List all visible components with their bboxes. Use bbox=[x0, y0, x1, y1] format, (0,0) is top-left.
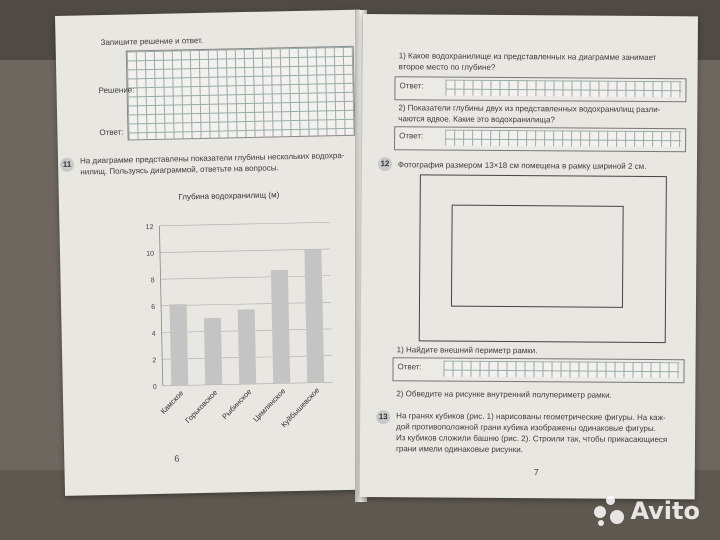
task-text-line1: На диаграмме представлены показатели глубины нескольких водохра- bbox=[79, 150, 345, 166]
x-tick-label: Цимлянское bbox=[251, 386, 288, 424]
chart-title: Глубина водохранилищ (м) bbox=[178, 190, 280, 202]
task-number: 12 bbox=[378, 157, 392, 171]
chart-gridline bbox=[161, 276, 331, 280]
chart-bars bbox=[168, 249, 324, 386]
answer-label: Ответ: bbox=[397, 362, 422, 372]
y-tick-label: 2 bbox=[152, 357, 157, 365]
answer-label: Ответ: bbox=[99, 127, 124, 138]
chart-bar bbox=[170, 304, 189, 386]
chart-bar bbox=[304, 249, 324, 383]
x-tick-label: Горьковское bbox=[183, 387, 220, 425]
answer-grid bbox=[445, 130, 681, 148]
task-text-line2: нилищ. Пользуясь диаграммой, ответьте на вопросы. bbox=[80, 163, 279, 177]
task-number: 13 bbox=[376, 410, 390, 424]
answer-label: Ответ: bbox=[399, 131, 424, 141]
watermark-text: Avito bbox=[630, 497, 700, 525]
task-13-line1: На гранях кубиков (рис. 1) нарисованы геометрические фигуры. На каж- bbox=[396, 411, 666, 423]
question-12-2: 2) Обведите на рисунке внутренний полупериметр рамки. bbox=[396, 389, 612, 400]
task-12-text: Фотография размером 13×18 см помещена в рамку шириной 2 см. bbox=[397, 160, 647, 171]
y-tick-label: 6 bbox=[151, 303, 156, 312]
avito-watermark bbox=[594, 496, 700, 526]
answer-box-2 bbox=[394, 126, 686, 152]
x-tick-label: Рыбинское bbox=[220, 387, 254, 422]
task-13-line3: Из кубиков сложили башню (рис. 2). Строили так, чтобы прикасающиеся bbox=[396, 433, 668, 445]
answer-grid bbox=[445, 80, 681, 98]
chart-gridline bbox=[159, 222, 329, 226]
y-tick-label: 8 bbox=[150, 277, 155, 285]
y-tick-label: 12 bbox=[145, 223, 154, 232]
chart-y-ticks bbox=[146, 224, 157, 391]
avito-logo-icon bbox=[594, 496, 624, 526]
chart-bar bbox=[271, 270, 290, 384]
question-2-line2: чаются вдвое. Какие это водохранилища? bbox=[398, 114, 555, 125]
x-tick-label: Куйбышевское bbox=[279, 385, 322, 430]
solution-label: Решение: bbox=[98, 85, 135, 96]
answer-box-3 bbox=[392, 357, 684, 383]
answer-grid bbox=[443, 361, 679, 379]
y-tick-label: 10 bbox=[146, 250, 155, 258]
chart-gridline bbox=[160, 249, 330, 253]
chart-bar bbox=[204, 318, 222, 385]
y-tick-label: 0 bbox=[152, 383, 157, 392]
question-1-line1: 1) Какое водохранилище из представленных на диаграмме занимает bbox=[398, 51, 657, 63]
bar-chart bbox=[89, 182, 344, 437]
task-13-line4: грани имели одинаковые рисунки. bbox=[395, 444, 523, 455]
page-number: 6 bbox=[174, 453, 180, 464]
record-prompt: Запишите решение и ответ. bbox=[100, 35, 204, 48]
question-1-line2: второе место по глубине? bbox=[398, 62, 496, 72]
answer-label: Ответ: bbox=[399, 81, 424, 91]
left-page bbox=[55, 10, 370, 496]
chart-bar bbox=[238, 309, 257, 384]
photo-inner-rectangle bbox=[451, 205, 624, 308]
page-number: 7 bbox=[533, 467, 539, 478]
right-page bbox=[360, 14, 698, 499]
solution-grid bbox=[126, 46, 356, 141]
task-number: 11 bbox=[60, 158, 74, 172]
question-12-1: 1) Найдите внешний периметр рамки. bbox=[396, 345, 538, 356]
y-tick-label: 4 bbox=[151, 330, 156, 338]
x-tick-label: Камское bbox=[158, 388, 186, 416]
task-13-line2: дой противоположной грани кубика изображены одинаковые фигуры. bbox=[396, 422, 656, 434]
chart-x-ticks bbox=[158, 386, 322, 432]
question-2-line1: 2) Показатели глубины двух из представленных водохранилищ разли- bbox=[398, 103, 661, 115]
answer-box-1 bbox=[394, 76, 686, 102]
